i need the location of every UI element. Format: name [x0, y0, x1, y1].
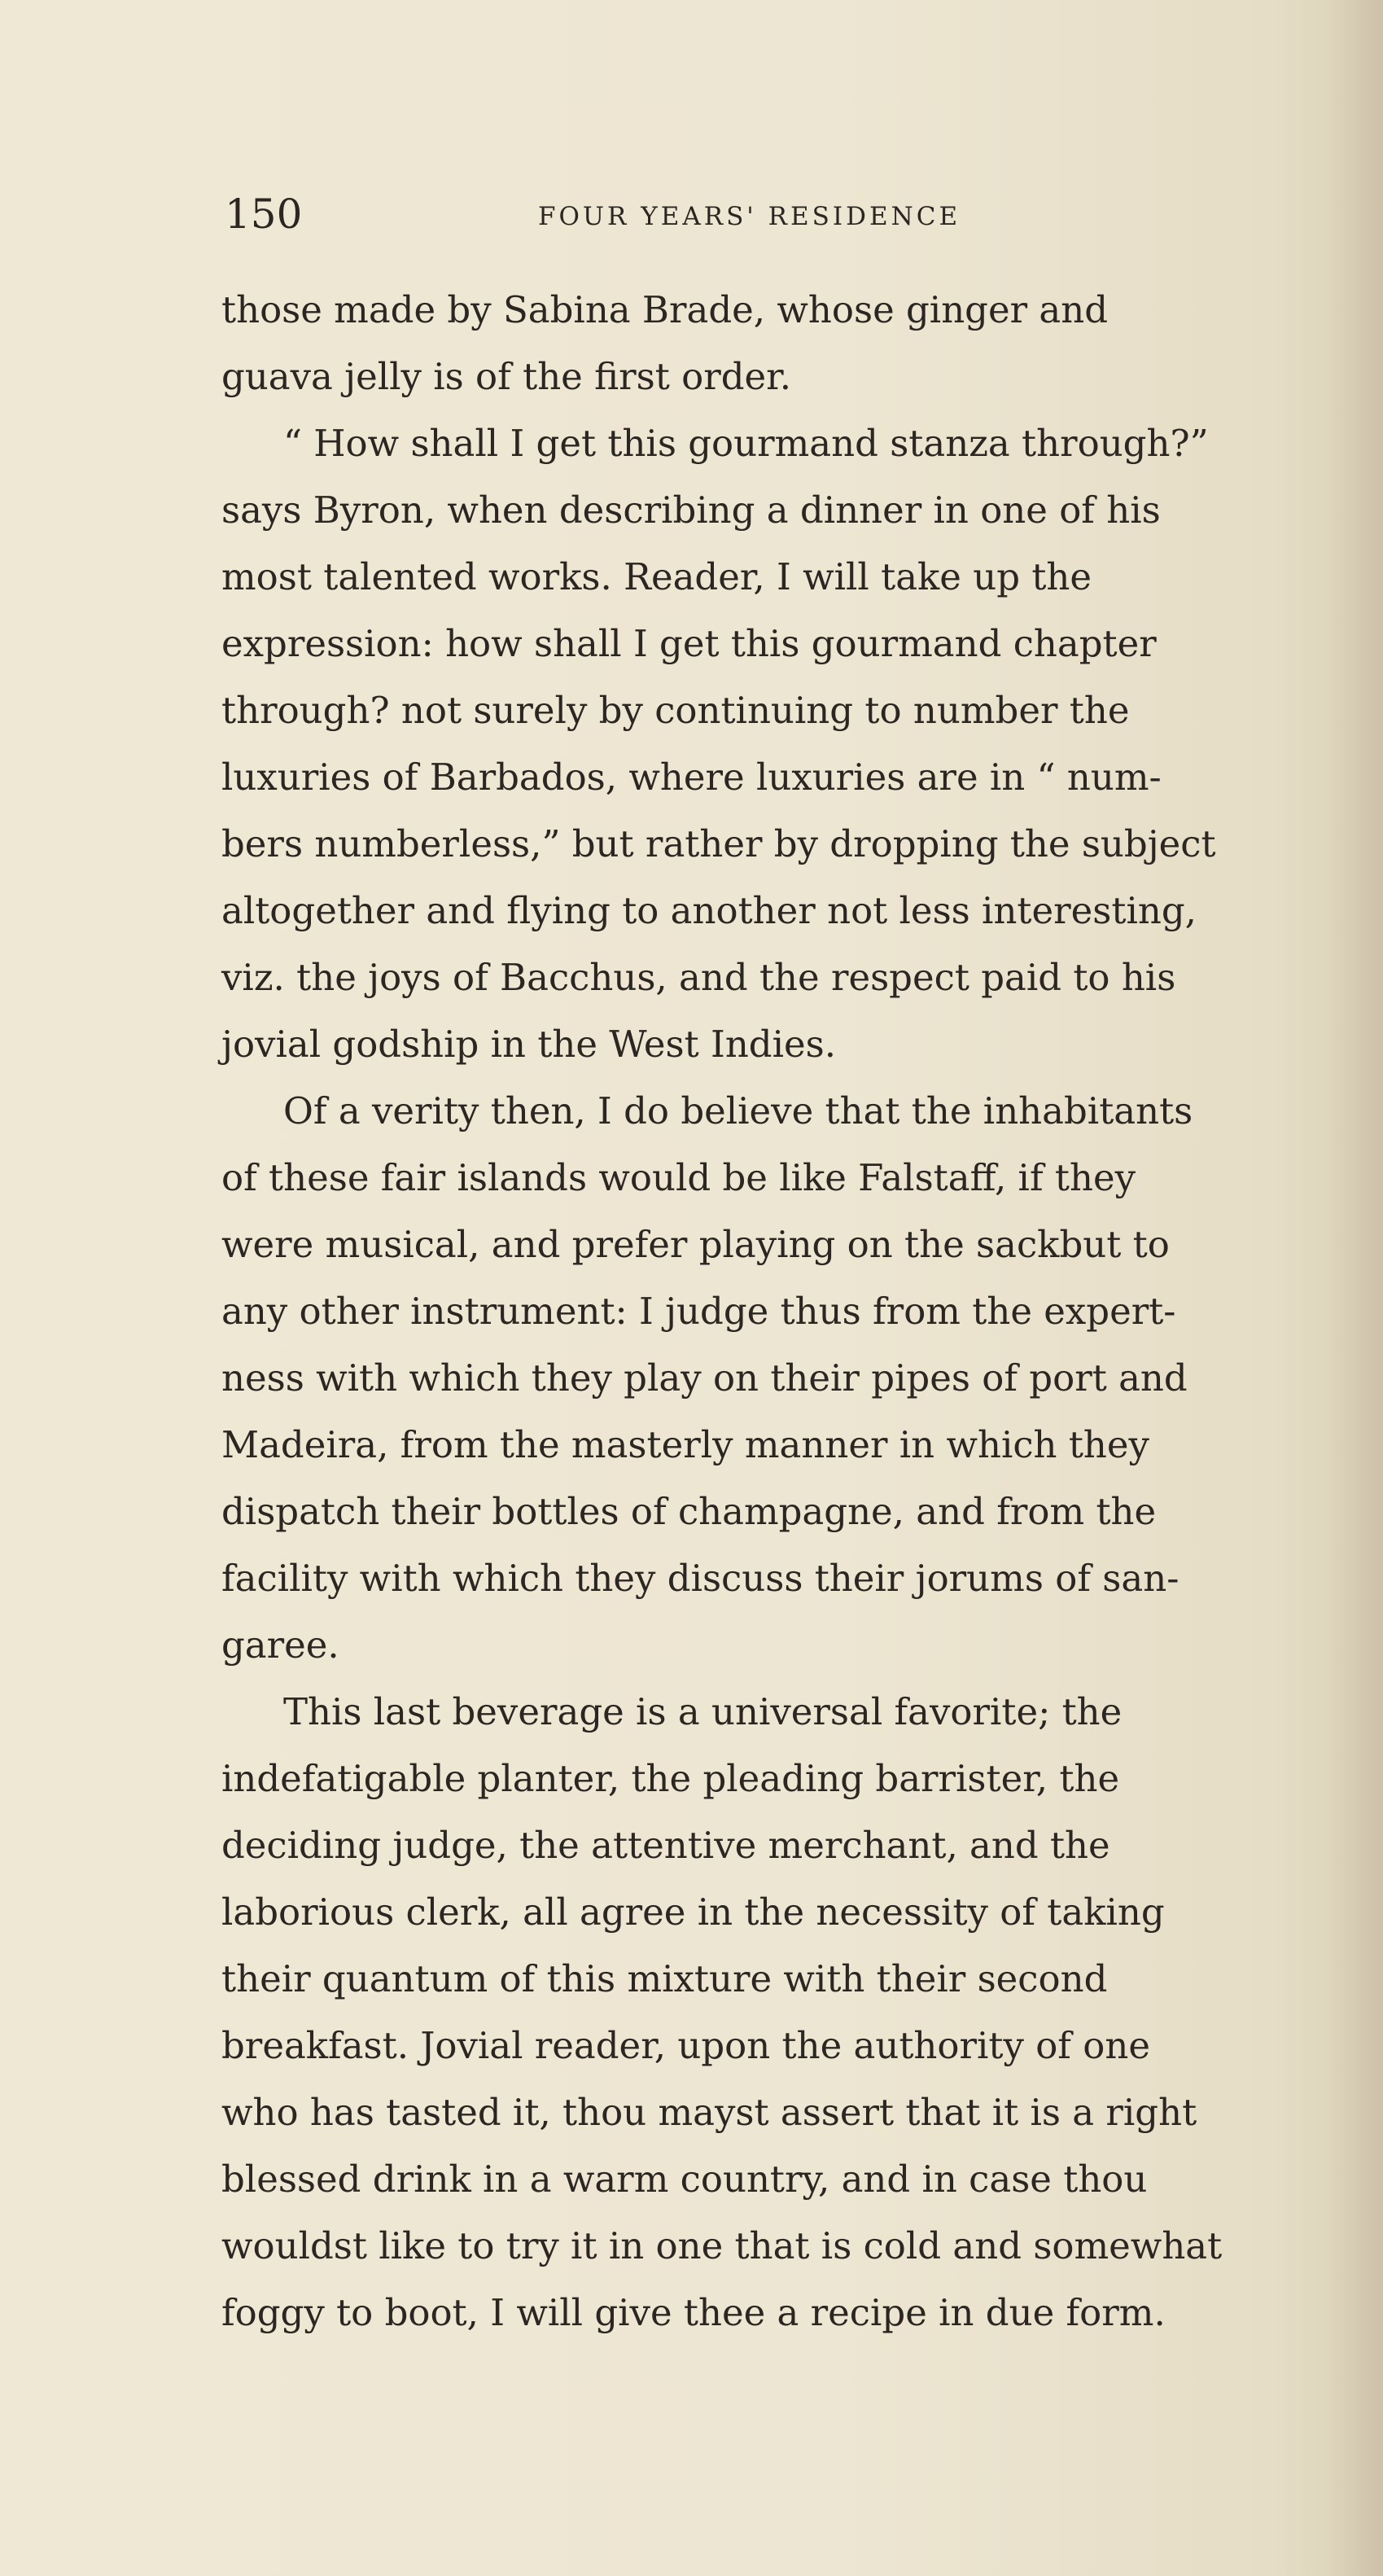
text-line: Madeira, from the masterly manner in which they: [221, 1423, 1149, 1466]
text-line: garee.: [221, 1623, 339, 1667]
text-line: blessed drink in a warm country, and in case thou: [221, 2158, 1148, 2201]
text-line: altogether and flying to another not less interesting,: [221, 889, 1197, 932]
text-line: foggy to boot, I will give thee a recipe in due form.: [221, 2291, 1166, 2334]
running-head: [225, 186, 1364, 243]
text-line: wouldst like to try it in one that is cold and somewhat: [221, 2224, 1223, 2267]
text-line: facility with which they discuss their jorums of san-: [221, 1557, 1179, 1600]
page-number: 150: [225, 191, 303, 238]
text-line: ness with which they play on their pipes of port and: [221, 1356, 1188, 1400]
text-line: indefatigable planter, the pleading barrister, the: [221, 1757, 1120, 1800]
text-line: deciding judge, the attentive merchant, and the: [221, 1824, 1110, 1867]
text-line: guava jelly is of the first order.: [221, 355, 792, 398]
text-line: expression: how shall I get this gourmand chapter: [221, 622, 1157, 665]
text-line: Of a verity then, I do believe that the inhabitants: [283, 1089, 1193, 1132]
running-title: FOUR YEARS' RESIDENCE: [538, 202, 961, 231]
text-line: jovial godship in the West Indies.: [221, 1023, 837, 1066]
text-line: breakfast. Jovial reader, upon the authority of one: [221, 2024, 1150, 2067]
body-text: [221, 277, 1353, 2346]
text-line: through? not surely by continuing to number the: [221, 689, 1130, 732]
text-line: says Byron, when describing a dinner in one of his: [221, 488, 1161, 532]
text-line: were musical, and prefer playing on the sackbut to: [221, 1223, 1170, 1266]
text-line: most talented works. Reader, I will take up the: [221, 555, 1092, 598]
text-line: laborious clerk, all agree in the necessity of taking: [221, 1890, 1165, 1934]
text-line: who has tasted it, thou mayst assert that it is a right: [221, 2091, 1197, 2134]
text-line: bers numberless,” but rather by dropping the subject: [221, 822, 1216, 865]
text-line: those made by Sabina Brade, whose ginger and: [221, 288, 1109, 331]
text-line: This last beverage is a universal favorite; the: [283, 1690, 1123, 1733]
text-line: viz. the joys of Bacchus, and the respect paid to his: [221, 956, 1176, 999]
text-line: of these fair islands would be like Falstaff, if they: [221, 1156, 1136, 1199]
text-line: their quantum of this mixture with their second: [221, 1957, 1108, 2000]
text-line: “ How shall I get this gourmand stanza through?”: [283, 422, 1209, 465]
text-line: dispatch their bottles of champagne, and from the: [221, 1490, 1157, 1533]
text-line: luxuries of Barbados, where luxuries are in “ num-: [221, 756, 1162, 799]
text-line: any other instrument: I judge thus from the expert-: [221, 1290, 1176, 1333]
